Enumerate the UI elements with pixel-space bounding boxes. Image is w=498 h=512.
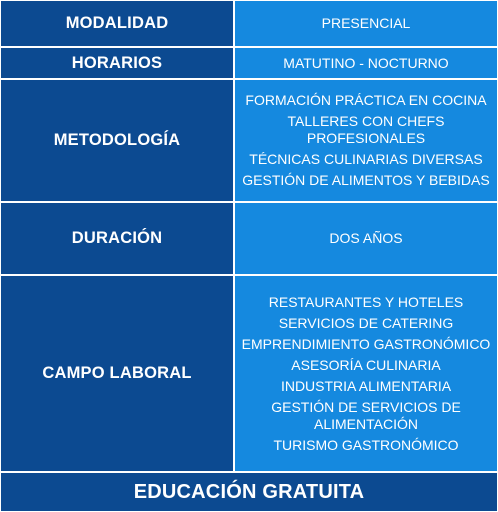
- value-line: PROFESIONALES: [306, 130, 426, 146]
- value-item: [322, 15, 411, 32]
- value-item: [242, 336, 491, 353]
- value-line: SERVICIOS DE CATERING: [278, 314, 454, 331]
- value-item: [281, 378, 451, 395]
- table-row-metodologia: [0, 80, 498, 201]
- row-value: [235, 1, 497, 46]
- value-line: INDUSTRIA ALIMENTARIA: [280, 377, 452, 394]
- value-line: MATUTINO - NOCTURNO: [283, 54, 449, 71]
- value-item: [288, 113, 445, 147]
- table-row-campo-laboral: [0, 276, 498, 471]
- value-line: TURISMO GASTRONÓMICO: [273, 436, 459, 453]
- value-item: [245, 92, 486, 109]
- value-item: [269, 294, 464, 311]
- value-line: TÉCNICAS CULINARIAS DIVERSAS: [249, 151, 483, 167]
- value-item: [242, 172, 489, 189]
- row-label: CAMPO LABORAL: [1, 276, 233, 471]
- value-item: [271, 399, 461, 433]
- value-line: ASESORÍA CULINARIA: [291, 356, 441, 373]
- footer-banner: EDUCACIÓN GRATUITA: [1, 473, 497, 511]
- table-row-horarios: [0, 48, 498, 78]
- value-item: [279, 315, 454, 332]
- row-value: [235, 203, 497, 274]
- value-line: FORMACIÓN PRÁCTICA EN COCINA: [245, 92, 487, 108]
- value-line: DOS AÑOS: [329, 230, 403, 246]
- value-line: GESTIÓN DE SERVICIOS DE: [271, 398, 461, 415]
- row-label: HORARIOS: [1, 48, 233, 78]
- row-label: DURACIÓN: [1, 203, 233, 274]
- value-item: [273, 437, 458, 454]
- value-item: [249, 151, 482, 168]
- row-value: [235, 80, 497, 201]
- table-row-modalidad: [0, 1, 498, 46]
- table-row-duracion: [0, 203, 498, 274]
- value-item: [291, 357, 440, 374]
- value-item: [283, 55, 448, 72]
- value-line: GESTIÓN DE ALIMENTOS Y BEBIDAS: [242, 172, 490, 188]
- row-value: [235, 48, 497, 78]
- value-item: [329, 230, 402, 247]
- value-line: PRESENCIAL: [321, 15, 411, 31]
- value-line: ALIMENTACIÓN: [314, 415, 418, 432]
- value-line: TALLERES CON CHEFS: [287, 113, 445, 129]
- row-value: [235, 276, 497, 471]
- row-label: METODOLOGÍA: [1, 80, 233, 201]
- value-line: EMPRENDIMIENTO GASTRONÓMICO: [241, 335, 491, 352]
- row-label: MODALIDAD: [1, 1, 233, 46]
- value-line: RESTAURANTES Y HOTELES: [268, 293, 464, 310]
